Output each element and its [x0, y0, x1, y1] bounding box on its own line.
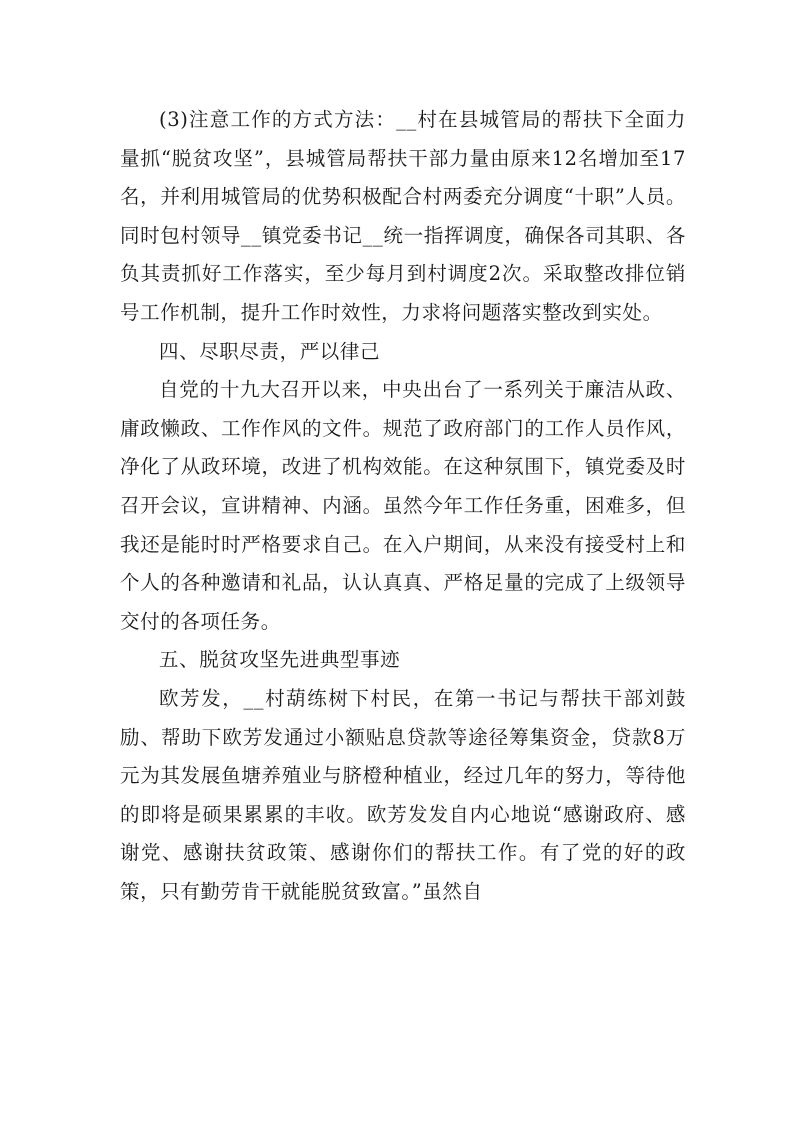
- section-heading-four: 四、尽职尽责，严以律己: [159, 339, 381, 363]
- paragraph-typical-deeds: 欧芳发，__村葫练树下村民，在第一书记与帮扶干部刘鼓励、帮助下欧芳发通过小额贴息贷款等途径筹集资金，贷款8万元为其发展鱼塘养殖业与脐橙种植业，经过几年的努力，等待他的即将是硕果累累的丰收。欧芳发发自内心地说“感谢政府、感谢党、感谢扶贫政策、感谢你们的帮扶工作。有了党的好的政策，只有勤劳肯干就能脱贫致富。”虽然自: [120, 686, 686, 903]
- section-heading-five: 五、脱贫攻坚先进典型事迹: [159, 648, 401, 672]
- paragraph-work-methods: (3)注意工作的方式方法：__村在县城管局的帮扶下全面力量抓“脱贫攻坚”，县城管局帮扶干部力量由原来12名增加至17名，并利用城管局的优势积极配合村两委充分调度“十职”人员。同时包村领导__镇党委书记__统一指挥调度，确保各司其职、各负其责抓好工作落实，至少每月到村调度2次。采取整改排位销号工作机制，提升工作时效性，力求将问题落实整改到实处。: [120, 108, 686, 324]
- document-body: [120, 101, 686, 911]
- paragraph-self-discipline: 自党的十九大召开以来，中央出台了一系列关于廉洁从政、庸政懒政、工作作风的文件。规范了政府部门的工作人员作风，净化了从政环境，改进了机构效能。在这种氛围下，镇党委及时召开会议，宣讲精神、内涵。虽然今年工作任务重，困难多，但我还是能时时严格要求自己。在入户期间，从来没有接受村上和个人的各种邀请和礼品，认认真真、严格足量的完成了上级领导交付的各项任务。: [120, 378, 686, 633]
